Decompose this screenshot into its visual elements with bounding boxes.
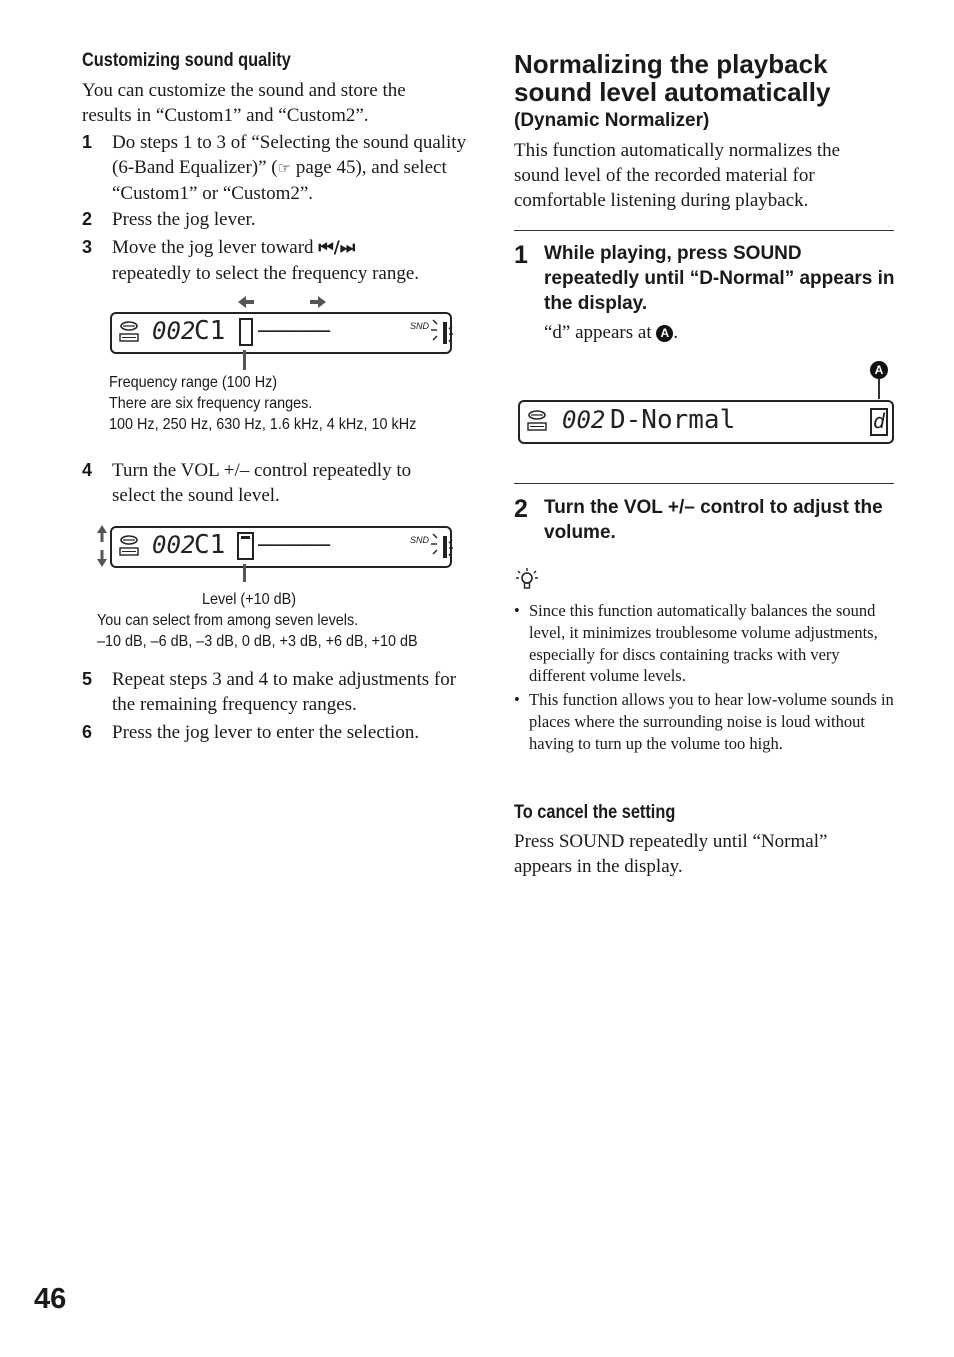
step-1-note: “d” appears at A . <box>544 322 679 343</box>
track-number: 002 <box>152 317 196 345</box>
bullet: • <box>514 601 520 620</box>
step-6-text: Press the jog lever to enter the selection. <box>112 722 420 743</box>
step-2-instruction: Turn the VOL +/– control to adjust the volume. <box>544 497 883 543</box>
level-dashes: ––––– <box>258 316 331 344</box>
cancel-text: Press SOUND repeatedly until “Normal” appears in the display. <box>514 831 828 877</box>
marker-a-icon: A <box>656 325 673 342</box>
step-number: 2 <box>514 495 528 523</box>
tip-item: • This function allows you to hear low-volume sounds in places where the surrounding noise is loud without having to turn up the volume too high. <box>514 690 894 753</box>
step-number: 5 <box>82 669 93 689</box>
caption-line: –10 dB, –6 dB, –3 dB, 0 dB, +3 dB, +6 dB, +10 dB <box>97 633 418 650</box>
step-number: 1 <box>82 132 93 152</box>
intro-paragraph: This function automatically normalizes the sound level of the recorded material for comfortable listening during playback. <box>514 140 841 211</box>
cancel-heading: To cancel the setting <box>514 802 676 823</box>
preset-name: C1 <box>194 316 226 346</box>
prev-next-icon: ⏮/⏭ <box>318 238 356 258</box>
callout-line <box>243 564 246 582</box>
marker-a-label: A <box>870 361 888 379</box>
dnormal-indicator: d <box>870 408 888 436</box>
disc-icon <box>118 320 140 344</box>
reference-pointer-icon: ☞ <box>277 159 292 177</box>
callout-line <box>878 379 880 399</box>
step-3-text: Move the jog lever toward ⏮/⏭ repeatedly to select the frequency range. <box>112 237 420 284</box>
divider <box>514 230 894 231</box>
intro-paragraph: You can customize the sound and store the results in “Custom1” and “Custom2”. <box>82 80 406 126</box>
track-number: 002 <box>562 406 606 434</box>
sound-mode-name: D-Normal <box>610 405 736 435</box>
snd-indicator: SND <box>410 535 430 545</box>
tip-lightbulb-icon <box>514 567 540 593</box>
level-bar-cursor <box>237 532 254 560</box>
left-right-arrows-icon <box>236 294 328 310</box>
step-number: 3 <box>82 237 93 257</box>
caption-line: There are six frequency ranges. <box>109 395 313 412</box>
step-number: 4 <box>82 460 93 480</box>
page-number: 46 <box>34 1283 67 1315</box>
caption-title: Level (+10 dB) <box>202 591 297 608</box>
blinking-level-icon <box>430 316 454 350</box>
section-title: Normalizing the playback sound level automatically <box>514 49 831 107</box>
step-number: 2 <box>82 209 93 229</box>
caption-title: Frequency range (100 Hz) <box>109 374 278 391</box>
callout-line <box>243 350 246 370</box>
caption-line: 100 Hz, 250 Hz, 630 Hz, 1.6 kHz, 4 kHz, 10 kHz <box>109 416 417 433</box>
step-2-text: Press the jog lever. <box>112 209 256 230</box>
step-1-instruction: While playing, press SOUND repeatedly until “D-Normal” appears in the display. <box>544 243 895 314</box>
bullet: • <box>514 690 520 709</box>
lcd-display-frequency <box>110 312 452 354</box>
snd-indicator: SND <box>410 321 430 331</box>
step-number: 6 <box>82 722 93 742</box>
step-1-text: Do steps 1 to 3 of “Selecting the sound quality (6-Band Equalizer)” (☞ page 45), and select “Custom1” or “Custom2”. <box>112 132 467 204</box>
section-subtitle: (Dynamic Normalizer) <box>514 110 710 131</box>
step-5-text: Repeat steps 3 and 4 to make adjustments for the remaining frequency ranges. <box>112 669 457 715</box>
lcd-display-level <box>110 526 452 568</box>
track-number: 002 <box>152 531 196 559</box>
preset-name: C1 <box>194 530 226 560</box>
level-dashes: ––––– <box>258 530 331 558</box>
blinking-level-icon <box>430 530 454 564</box>
divider <box>514 483 894 484</box>
section-heading-customizing: Customizing sound quality <box>82 50 291 71</box>
tip-item: • Since this function automatically balances the sound level, it minimizes troublesome volume adjustments, especially for discs containing tracks with very different volume levels. <box>514 601 878 686</box>
lcd-display-dnormal <box>518 400 894 444</box>
step-number: 1 <box>514 241 528 269</box>
disc-icon <box>526 409 548 433</box>
caption-line: You can select from among seven levels. <box>97 612 359 629</box>
disc-icon <box>118 534 140 558</box>
up-down-arrows-icon <box>95 524 109 568</box>
frequency-bar-cursor <box>239 318 253 346</box>
step-4-text: Turn the VOL +/– control repeatedly to select the sound level. <box>112 460 412 506</box>
